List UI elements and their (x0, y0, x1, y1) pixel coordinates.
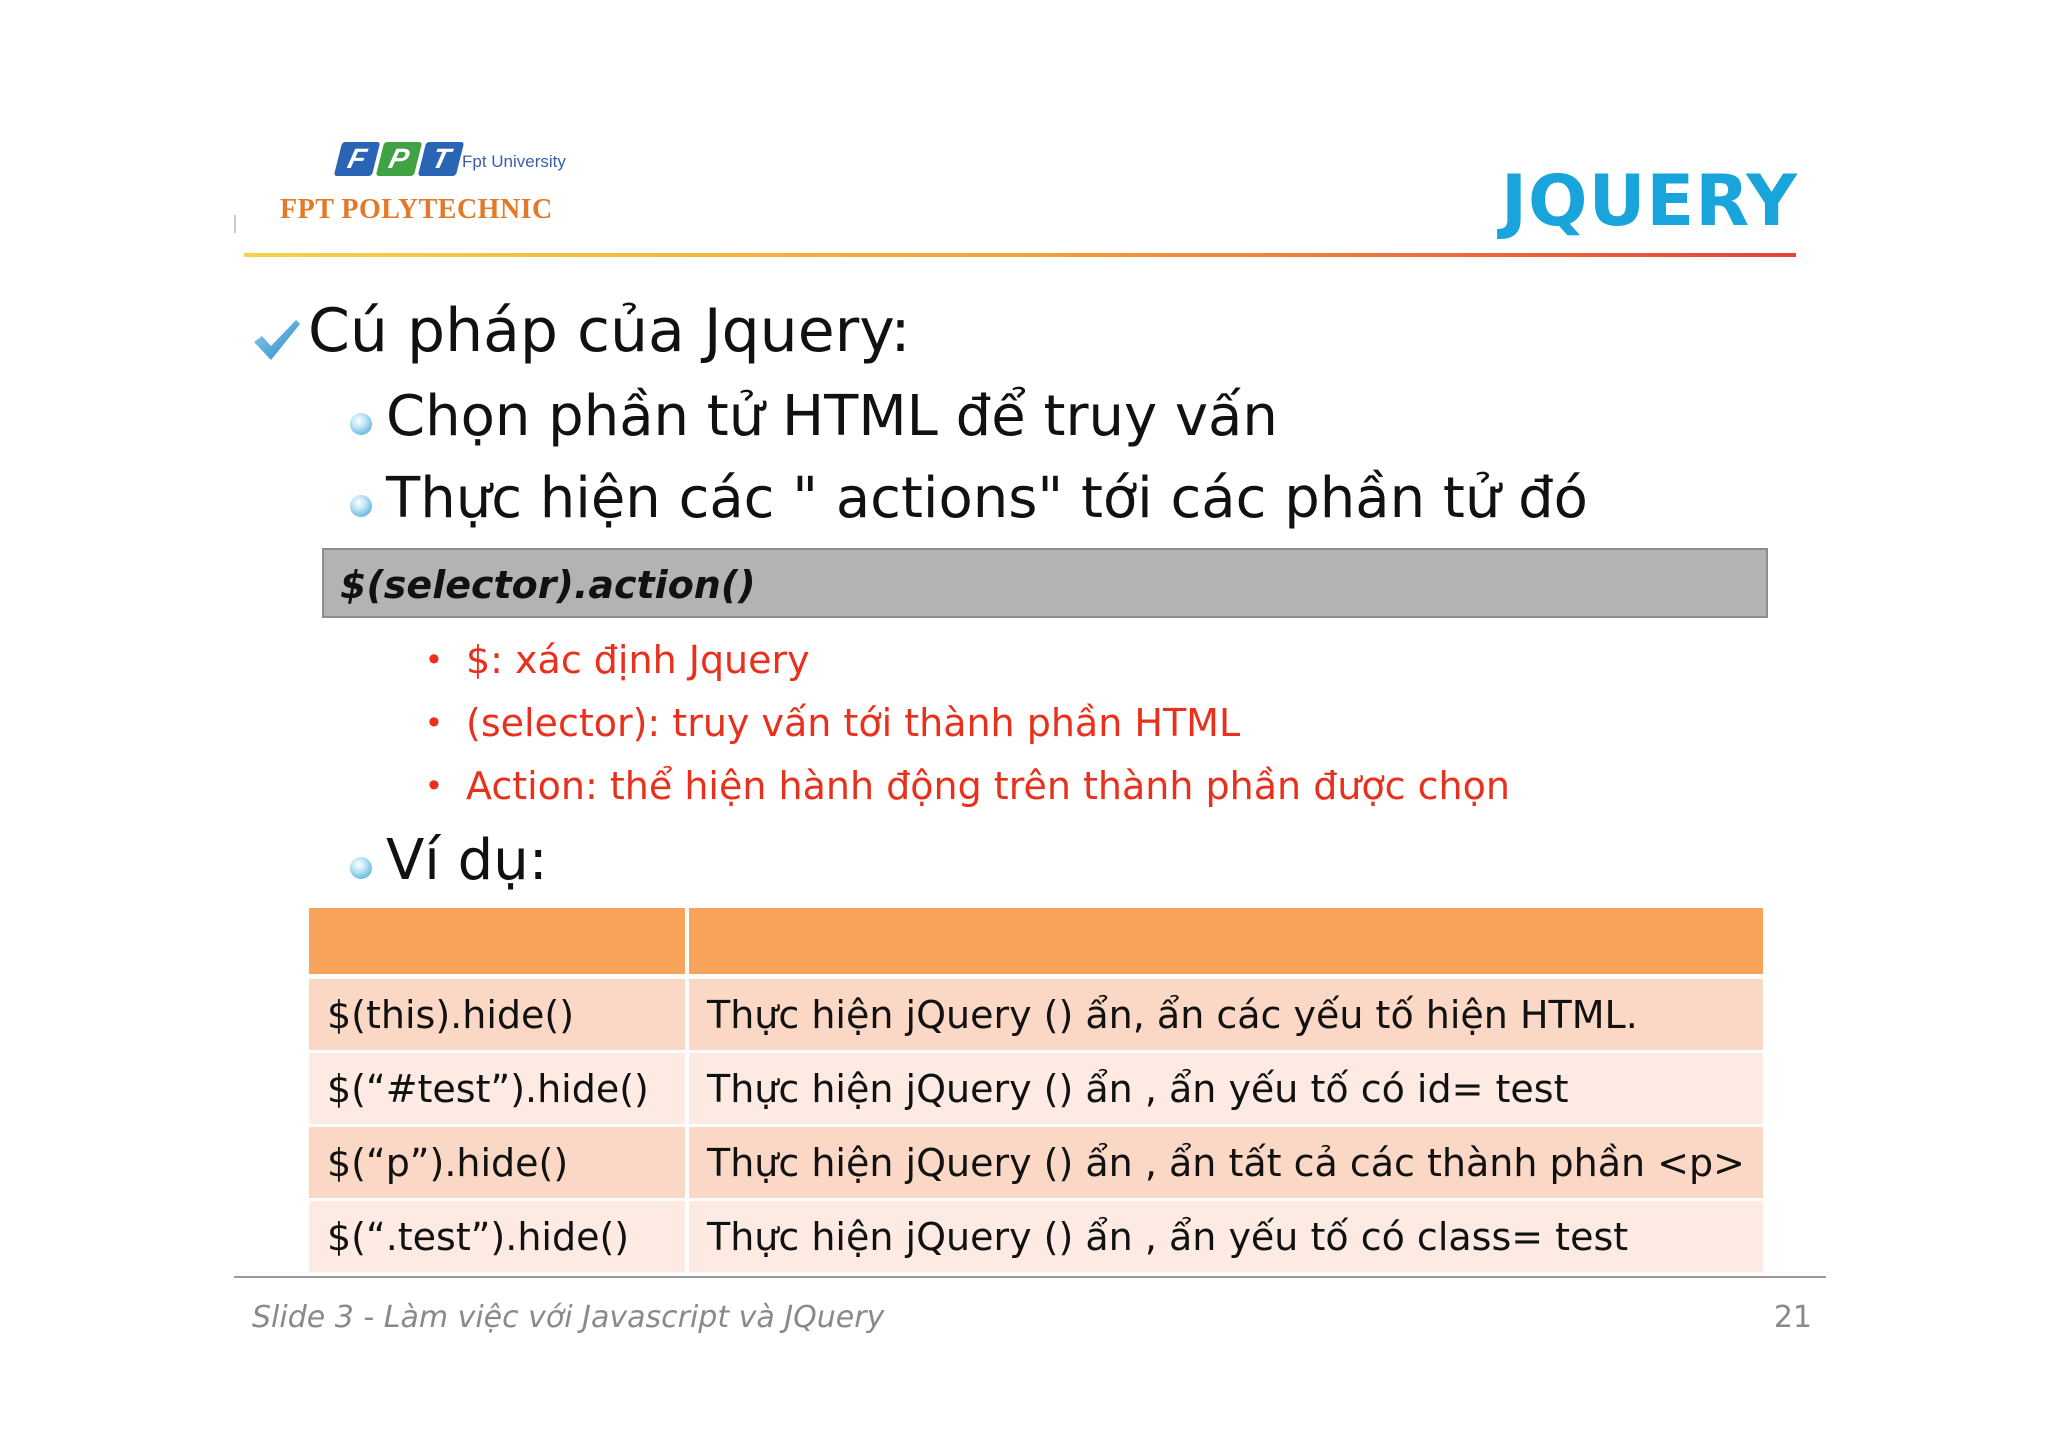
table-cell-code: $(“.test”).hide() (309, 1200, 687, 1274)
table-header-cell (687, 908, 1765, 977)
slide-title: JQUERY (1501, 160, 1798, 242)
table-cell-desc: Thực hiện jQuery () ẩn , ẩn tất cả các thành phần <p> (687, 1126, 1765, 1200)
table-row (309, 977, 1765, 1052)
bullet-icon (350, 495, 372, 517)
checkmark-icon (252, 318, 302, 362)
logo-tile-f: F (334, 142, 380, 176)
syntax-box (322, 548, 1768, 618)
note-bullet-icon: • (428, 703, 440, 741)
table-row (309, 1052, 1765, 1126)
bullet-icon (350, 413, 372, 435)
fpt-logo (338, 142, 460, 178)
margin-tick (234, 215, 236, 233)
table-cell-code: $(this).hide() (309, 977, 687, 1052)
logo-tile-t: T (418, 142, 464, 176)
section-heading: Cú pháp của Jquery: (308, 296, 911, 366)
footer-caption: Slide 3 - Làm việc với Javascript và JQuery (252, 1300, 885, 1335)
point-1: Chọn phần tử HTML để truy vấn (386, 384, 1278, 449)
bullet-icon (350, 857, 372, 879)
example-label: Ví dụ: (386, 828, 548, 893)
syntax-code: $(selector).action() (340, 563, 756, 607)
table-row (309, 1126, 1765, 1200)
table-cell-desc: Thực hiện jQuery () ẩn, ẩn các yếu tố hiện HTML. (687, 977, 1765, 1052)
footer-divider (234, 1276, 1826, 1278)
table-cell-desc: Thực hiện jQuery () ẩn , ẩn yếu tố có id= test (687, 1052, 1765, 1126)
table-cell-code: $(“p”).hide() (309, 1126, 687, 1200)
logo-name: FPT POLYTECHNIC (280, 194, 553, 225)
note-bullet-icon: • (428, 640, 440, 678)
note-2: (selector): truy vấn tới thành phần HTML (466, 701, 1241, 745)
table-header-cell (309, 908, 687, 977)
table-cell-desc: Thực hiện jQuery () ẩn , ẩn yếu tố có class= test (687, 1200, 1765, 1274)
logo-tile-p: P (376, 142, 422, 176)
note-3: Action: thể hiện hành động trên thành phần được chọn (466, 764, 1510, 808)
table-cell-code: $(“#test”).hide() (309, 1052, 687, 1126)
page-number: 21 (1773, 1300, 1812, 1335)
header-divider (244, 253, 1796, 257)
note-bullet-icon: • (428, 766, 440, 804)
table-row (309, 1200, 1765, 1274)
logo-subtitle: Fpt University (462, 152, 566, 171)
note-1: $: xác định Jquery (466, 638, 810, 682)
point-2: Thực hiện các " actions" tới các phần tử đó (386, 466, 1588, 531)
table-header-row (309, 908, 1765, 977)
examples-table (309, 908, 1767, 1275)
